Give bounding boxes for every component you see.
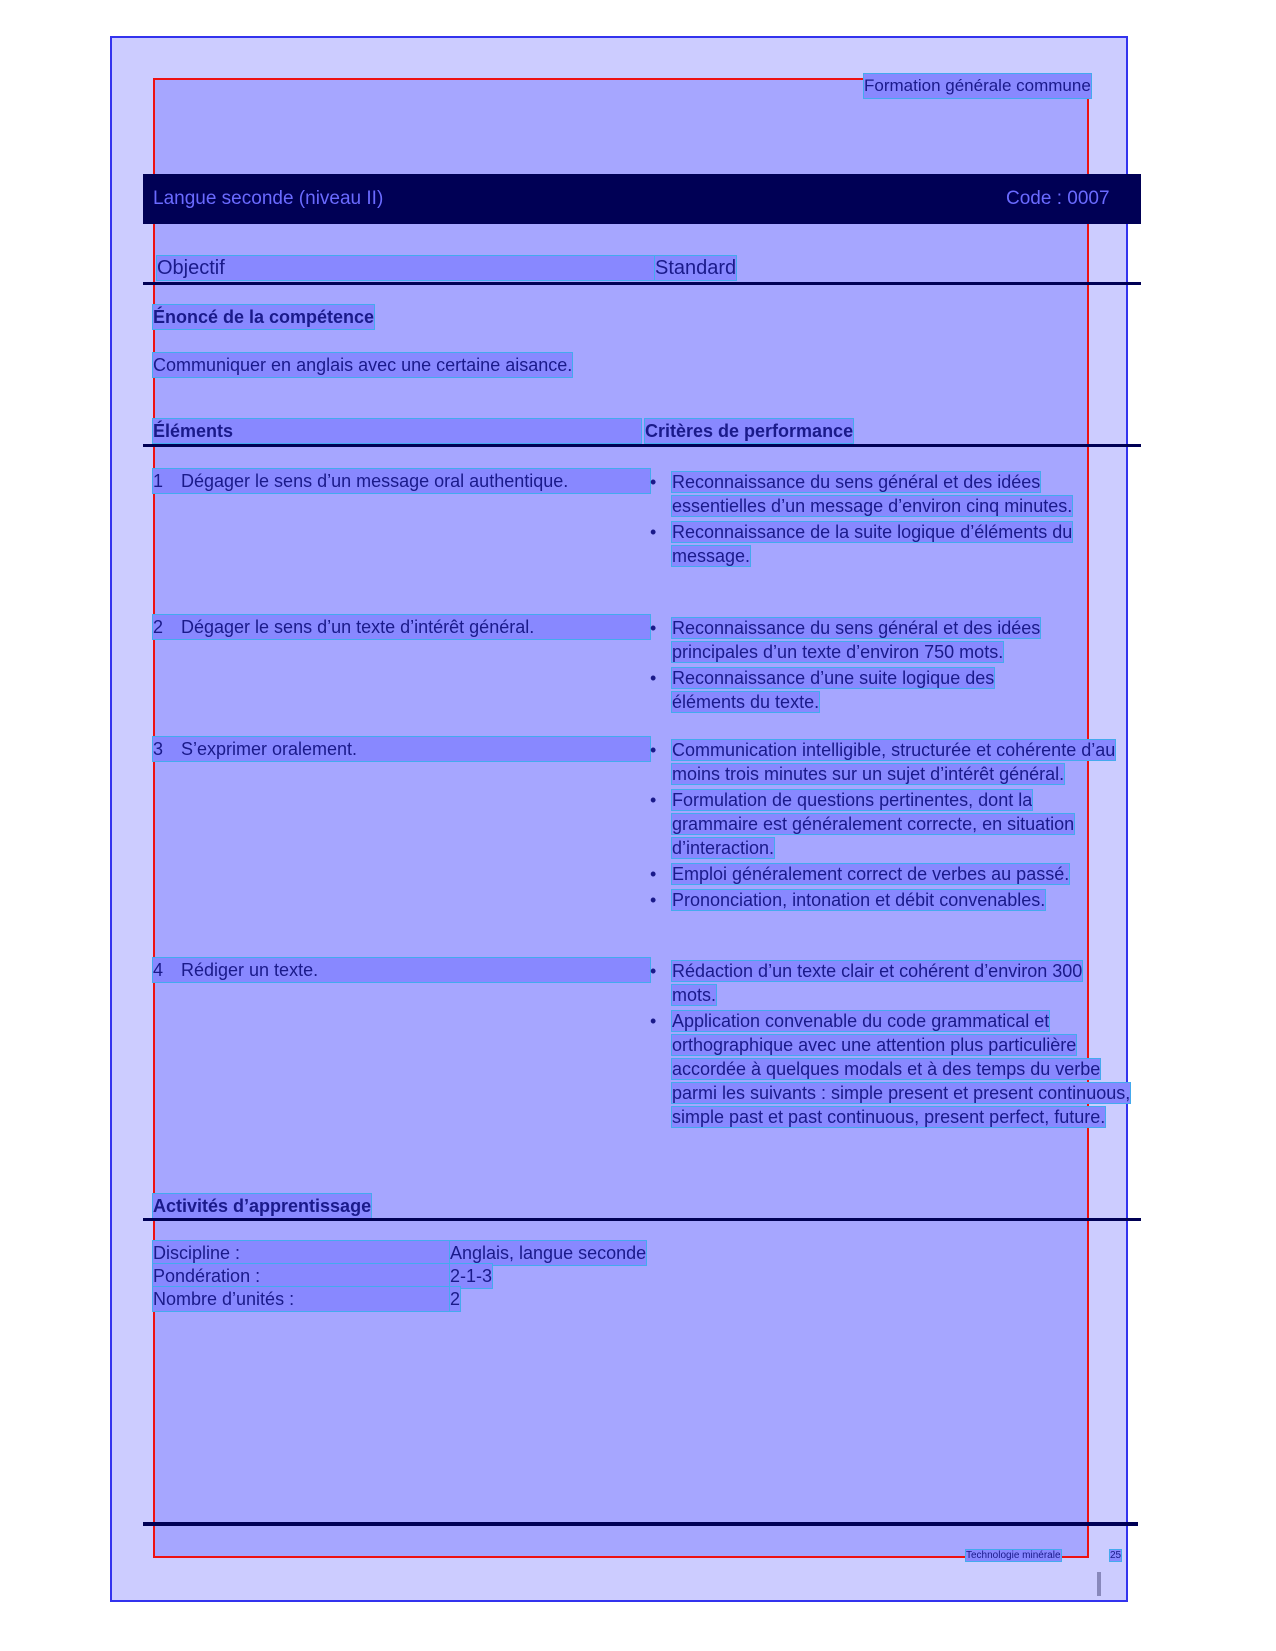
footer-rule	[143, 1522, 1138, 1526]
competence-heading: Énoncé de la compétence	[153, 307, 375, 327]
bullet-icon: •	[650, 522, 657, 542]
column-standard: Standard	[655, 257, 737, 279]
criteria-item: • Rédaction d’un texte clair et cohérent d’environ 300 mots.	[650, 961, 1083, 1005]
bullet-icon: •	[650, 864, 657, 884]
divider	[143, 282, 1141, 285]
criteria-list-1	[650, 470, 1120, 570]
criteria-item: • Reconnaissance du sens général et des idées principales d’un texte d’environ 750 mots.	[650, 618, 1041, 662]
element-2	[153, 615, 650, 639]
bullet-icon: •	[650, 890, 657, 910]
criteria-item: • Emploi généralement correct de verbes au passé.	[650, 864, 1070, 884]
element-1	[153, 469, 650, 493]
footer-text: Technologie minérale	[966, 1550, 1061, 1561]
bullet-icon: •	[650, 618, 657, 638]
ponderation-value: 2-1-3	[450, 1266, 493, 1286]
element-number: 4	[153, 960, 164, 980]
bullet-icon: •	[650, 1011, 657, 1031]
ponderation-label: Pondération :	[153, 1264, 450, 1288]
criteria-item: • Prononciation, intonation et débit convenables.	[650, 890, 1046, 910]
discipline-value: Anglais, langue seconde	[450, 1243, 647, 1263]
course-code: Code : 0007	[1006, 188, 1110, 209]
criteria-list-4	[650, 959, 1131, 1131]
discipline-label: Discipline :	[153, 1241, 450, 1265]
divider	[143, 1218, 1141, 1221]
activites-heading: Activités d’apprentissage	[153, 1196, 372, 1216]
element-number: 1	[153, 471, 164, 491]
element-number: 2	[153, 617, 164, 637]
bullet-icon: •	[650, 668, 657, 688]
bullet-icon: •	[650, 790, 657, 810]
criteria-item: • Reconnaissance du sens général et des idées essentielles d’un message d’environ cinq minutes.	[650, 472, 1073, 516]
formation-label: Formation générale commune	[864, 74, 1091, 98]
course-title: Langue seconde (niveau II)	[153, 188, 384, 209]
unites-label: Nombre d’unités :	[153, 1287, 450, 1311]
criteria-list-3	[650, 738, 1120, 914]
criteria-item: • Application convenable du code grammatical et orthographique avec une attention plus particulière accordée à quelques modals et à des temps du verbe parmi les suivants : simple present et present continuous, simple past et past continuous, present perfect, future.	[650, 1011, 1131, 1127]
element-3	[153, 737, 650, 761]
element-text: Rédiger un texte.	[181, 960, 319, 980]
bullet-icon: •	[650, 961, 657, 981]
criteres-heading: Critères de performance	[645, 421, 854, 441]
element-4	[153, 958, 650, 982]
page-marker	[1097, 1572, 1101, 1596]
element-number: 3	[153, 739, 164, 759]
column-objectif: Objectif	[157, 256, 655, 280]
element-text: Dégager le sens d’un message oral authentique.	[181, 471, 569, 491]
unites-value: 2	[450, 1289, 461, 1309]
criteria-item: • Reconnaissance de la suite logique d’éléments du message.	[650, 522, 1073, 566]
criteria-list-2	[650, 616, 1120, 716]
competence-text: Communiquer en anglais avec une certaine aisance.	[153, 355, 573, 375]
page-number: 25	[1110, 1550, 1122, 1561]
bullet-icon: •	[650, 740, 657, 760]
element-text: Dégager le sens d’un texte d’intérêt général.	[181, 617, 535, 637]
criteria-item: • Formulation de questions pertinentes, dont la grammaire est généralement correcte, en situation d’interaction.	[650, 790, 1075, 858]
elements-heading: Éléments	[153, 419, 641, 443]
bullet-icon: •	[650, 472, 657, 492]
divider	[143, 444, 1141, 447]
element-text: S’exprimer oralement.	[181, 739, 358, 759]
criteria-item: • Communication intelligible, structurée et cohérente d’au moins trois minutes sur un sujet d’intérêt général.	[650, 740, 1116, 784]
criteria-item: • Reconnaissance d’une suite logique des éléments du texte.	[650, 668, 995, 712]
